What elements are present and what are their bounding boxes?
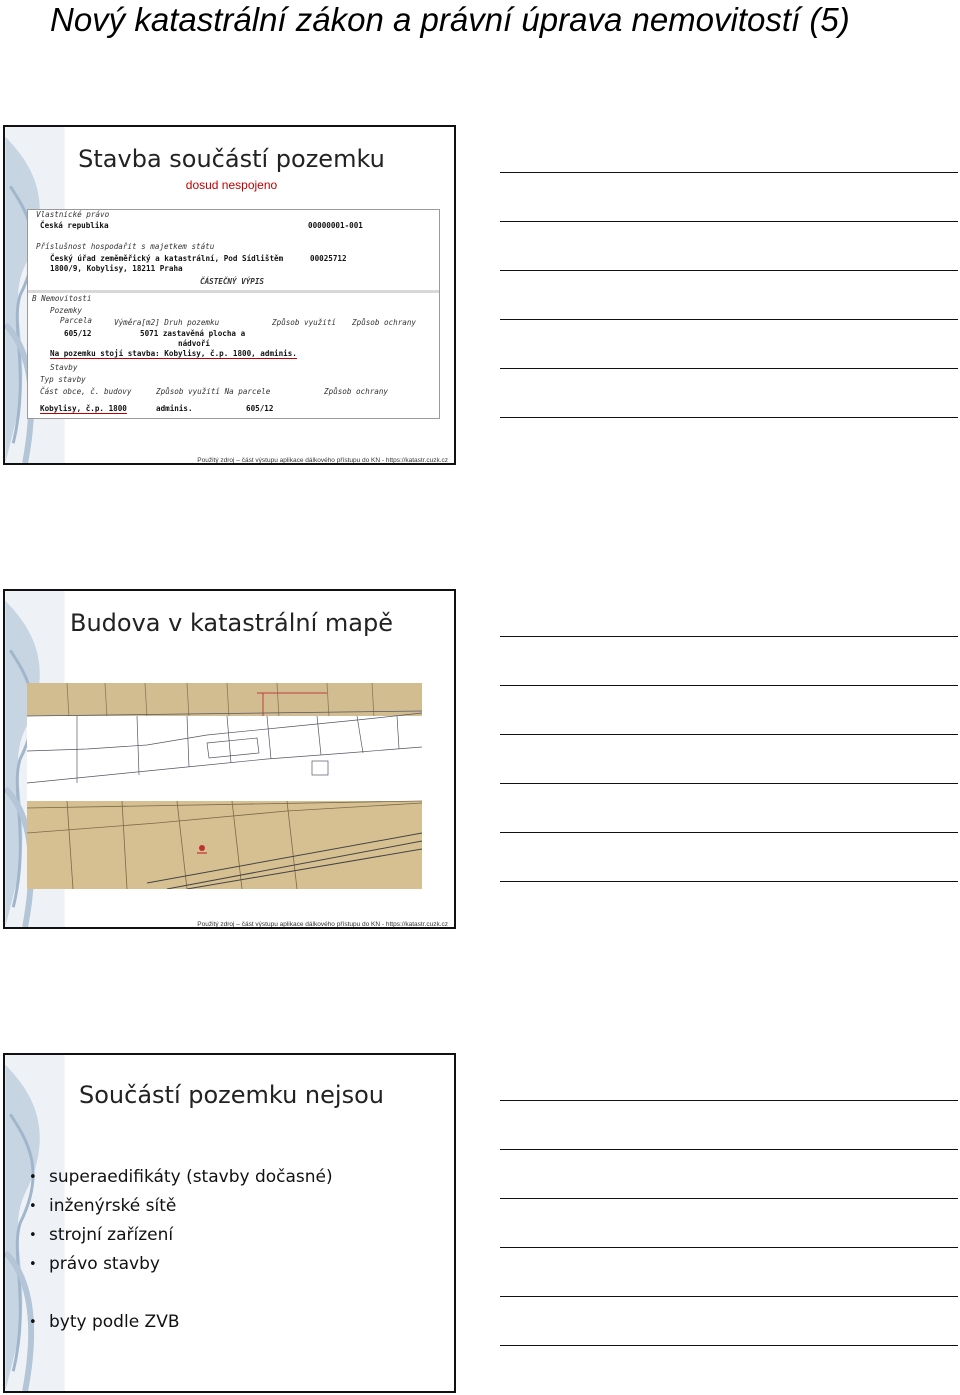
extract-text: B Nemovitosti (32, 294, 92, 303)
extract-text: 00025712 (310, 254, 347, 263)
extract-text: Typ stavby (40, 375, 86, 384)
source-note: Použitý zdroj – část výstupu aplikace dálkového přístupu do KN - https://katastr.cuzk.cz (197, 921, 448, 928)
extract-text: 1800/9, Kobylisy, 18211 Praha (50, 264, 183, 273)
note-line (500, 783, 958, 784)
extract-text: Část obce, č. budovy (40, 387, 132, 396)
extract-text: Parcela (60, 316, 93, 325)
extract-text: Český úřad zeměměřický a katastrální, Pod Sídlištěm (50, 254, 284, 263)
note-line (500, 1247, 958, 1248)
bullet-list (29, 1163, 333, 1337)
note-line (500, 881, 958, 882)
note-line (500, 221, 958, 222)
slide-3 (3, 1053, 456, 1393)
note-line (500, 832, 958, 833)
extract-text: ČÁSTEČNÝ VÝPIS (200, 277, 265, 286)
extract-separator (28, 290, 439, 293)
slide-title: Stavba součástí pozemku (78, 145, 385, 173)
note-line (500, 319, 958, 320)
extract-text: Stavby (50, 363, 78, 372)
note-line (500, 417, 958, 418)
extract-text: 605/12 (246, 404, 274, 413)
bullet-item: • právo stavby (29, 1250, 333, 1279)
cadastre-extract-image (27, 209, 440, 419)
extract-text: Způsob ochrany (352, 318, 417, 327)
extract-text: 605/12 (64, 329, 92, 338)
extract-text: 00000001-001 (308, 221, 363, 230)
extract-text: Na pozemku stojí stavba: Kobylisy, č.p. 1800, adminis. (50, 349, 297, 358)
slide-subtitle: dosud nespojeno (185, 178, 278, 192)
note-line (500, 368, 958, 369)
slide-title: Budova v katastrální mapě (69, 609, 393, 637)
document-title: Nový katastrální zákon a právní úprava nemovitostí (5) (50, 1, 850, 38)
bullet-item: • strojní zařízení (29, 1221, 333, 1250)
bullet-item: • inženýrské sítě (29, 1192, 333, 1221)
note-line (500, 1345, 958, 1346)
bullet-item: • superaedifikáty (stavby dočasné) (29, 1163, 333, 1192)
note-line (500, 172, 958, 173)
extract-text: adminis. (156, 404, 193, 413)
note-line (500, 1296, 958, 1297)
extract-text: Kobylisy, č.p. 1800 (40, 404, 127, 413)
note-line (500, 270, 958, 271)
note-line (500, 1100, 958, 1101)
slide-title: Součástí pozemku nejsou (79, 1081, 384, 1109)
slide-2 (3, 589, 456, 929)
extract-text: Příslušnost hospodařit s majetkem státu (36, 242, 215, 251)
extract-text: Způsob využití Na parcele (156, 387, 271, 396)
extract-text: nádvoří (178, 339, 211, 348)
extract-text: 5071 zastavěná plocha a (140, 329, 246, 338)
note-line (500, 636, 958, 637)
extract-text: Česká republika (40, 221, 109, 230)
extract-text: Způsob využití (272, 318, 337, 327)
slide-1 (3, 125, 456, 465)
extract-text: Pozemky (50, 306, 83, 315)
note-line (500, 685, 958, 686)
extract-text: Způsob ochrany (324, 387, 389, 396)
note-line (500, 1149, 958, 1150)
source-note: Použitý zdroj – část výstupu aplikace dálkového přístupu do KN - https://katastr.cuzk.cz (197, 457, 448, 464)
bullet-item: • byty podle ZVB (29, 1308, 333, 1337)
extract-text: Vlastnické právo (36, 210, 110, 219)
note-line (500, 734, 958, 735)
note-line (500, 1198, 958, 1199)
cadastral-map-image (27, 683, 422, 889)
extract-text: Výměra[m2] Druh pozemku (114, 318, 220, 327)
